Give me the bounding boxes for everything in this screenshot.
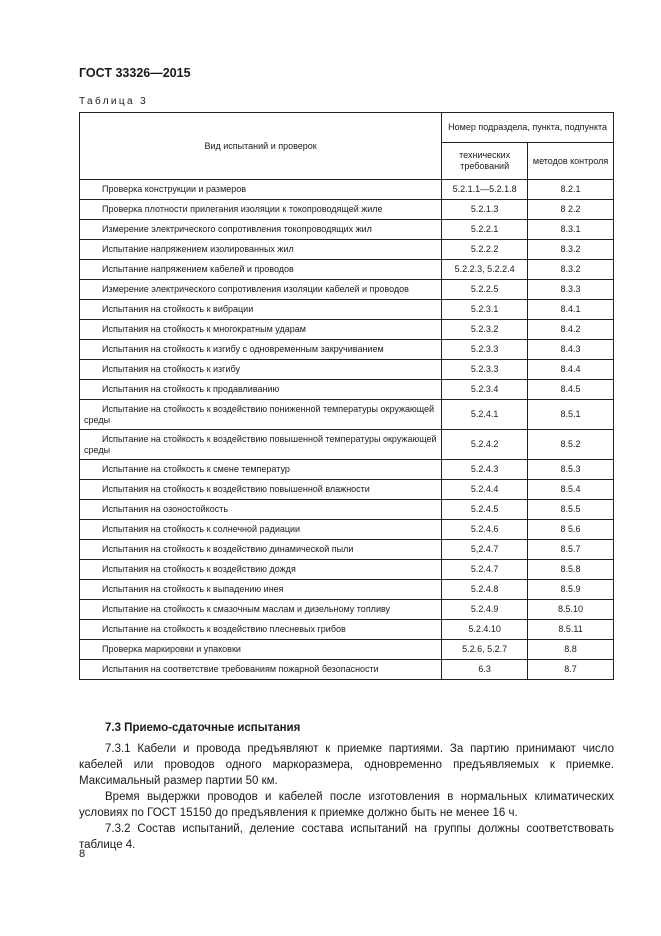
table-row — [80, 520, 614, 540]
test-name-cell: Испытание на стойкость к воздействию пониженной температуры окружающей среды — [80, 400, 442, 430]
test-name-cell: Испытания на стойкость к многократным ударам — [80, 320, 442, 340]
table-row — [80, 560, 614, 580]
test-name-cell: Испытания на стойкость к изгибу с одновременным закручиванием — [80, 340, 442, 360]
requirement-ref-cell: 5.2.2.5 — [442, 280, 528, 300]
col-group-header: Номер подраздела, пункта, подпункта — [442, 113, 614, 143]
method-ref-cell: 8.4.1 — [528, 300, 614, 320]
test-name-cell: Измерение электрического сопротивления токопроводящих жил — [80, 220, 442, 240]
requirement-ref-cell: 5,2.4.7 — [442, 540, 528, 560]
table-row — [80, 200, 614, 220]
test-name-cell: Испытания на стойкость к воздействию дождя — [80, 560, 442, 580]
table-row — [80, 640, 614, 660]
method-ref-cell: 8.4.5 — [528, 380, 614, 400]
test-name-cell: Испытания на стойкость к выпадению инея — [80, 580, 442, 600]
requirement-ref-cell: 5.2.2.1 — [442, 220, 528, 240]
requirement-ref-cell: 6.3 — [442, 660, 528, 680]
requirement-ref-cell: 5.2.4.1 — [442, 400, 528, 430]
col-req-header: технических требований — [442, 143, 528, 180]
requirement-ref-cell: 5.2.2.3, 5.2.2.4 — [442, 260, 528, 280]
test-name-cell: Испытания на стойкость к вибрации — [80, 300, 442, 320]
test-name-cell: Проверка плотности прилегания изоляции к токопроводящей жиле — [80, 200, 442, 220]
table-row — [80, 260, 614, 280]
table-row — [80, 320, 614, 340]
table-row — [80, 600, 614, 620]
method-ref-cell: 8 2.2 — [528, 200, 614, 220]
test-name-cell: Проверка маркировки и упаковки — [80, 640, 442, 660]
document-header: ГОСТ 33326—2015 — [79, 66, 191, 80]
method-ref-cell: 8.5.5 — [528, 500, 614, 520]
method-ref-cell: 8.5.1 — [528, 400, 614, 430]
test-name-cell: Испытания на стойкость к изгибу — [80, 360, 442, 380]
test-name-cell: Испытание напряжением кабелей и проводов — [80, 260, 442, 280]
method-ref-cell: 8.2.1 — [528, 180, 614, 200]
section-title: 7.3 Приемо-сдаточные испытания — [105, 722, 301, 734]
table-row — [80, 500, 614, 520]
table-row — [80, 480, 614, 500]
requirement-ref-cell: 5.2.4.2 — [442, 430, 528, 460]
page-number: 8 — [79, 848, 86, 860]
method-ref-cell: 8.4.4 — [528, 360, 614, 380]
method-ref-cell: 8.5.8 — [528, 560, 614, 580]
test-name-cell: Испытание на стойкость к смазочным маслам и дизельному топливу — [80, 600, 442, 620]
test-name-cell: Испытание напряжением изолированных жил — [80, 240, 442, 260]
method-ref-cell: 8.8 — [528, 640, 614, 660]
test-name-cell: Испытания на стойкость к солнечной радиации — [80, 520, 442, 540]
method-ref-cell: 8.5.10 — [528, 600, 614, 620]
paragraph-holding-time: Время выдержки проводов и кабелей после изготовления в нормальных климатических условиях по ГОСТ 15150 до предъявления к приемке должно быть не менее 16 ч. — [79, 791, 614, 819]
test-name-cell: Испытания на стойкость к воздействию повышенной влажности — [80, 480, 442, 500]
method-ref-cell: 8.3.1 — [528, 220, 614, 240]
paragraph-7-3-2: 7.3.2 Состав испытаний, деление состава испытаний на группы должны соответствовать таблице 4. — [79, 823, 614, 851]
table-row — [80, 340, 614, 360]
test-name-cell: Испытание на стойкость к смене температур — [80, 460, 442, 480]
method-ref-cell: 8.4.2 — [528, 320, 614, 340]
requirement-ref-cell: 5.2.4.9 — [442, 600, 528, 620]
table-row — [80, 460, 614, 480]
test-name-cell: Проверка конструкции и размеров — [80, 180, 442, 200]
requirement-ref-cell: 5.2.3.4 — [442, 380, 528, 400]
table-row — [80, 280, 614, 300]
requirement-ref-cell: 5.2.2.2 — [442, 240, 528, 260]
method-ref-cell: 8.5.4 — [528, 480, 614, 500]
col-method-header: методов контроля — [528, 143, 614, 180]
test-name-cell: Испытания на стойкость к воздействию динамической пыли — [80, 540, 442, 560]
requirement-ref-cell: 5.2.3.3 — [442, 340, 528, 360]
requirement-ref-cell: 5.2.3.3 — [442, 360, 528, 380]
requirement-ref-cell: 5.2.6, 5.2.7 — [442, 640, 528, 660]
method-ref-cell: 8.7 — [528, 660, 614, 680]
table-row — [80, 620, 614, 640]
test-name-cell: Испытания на стойкость к продавливанию — [80, 380, 442, 400]
requirement-ref-cell: 5.2.3.2 — [442, 320, 528, 340]
test-name-cell: Испытание на стойкость к воздействию плесневых грибов — [80, 620, 442, 640]
table-caption: Таблица 3 — [79, 96, 149, 107]
table-row — [80, 180, 614, 200]
paragraph-7-3-1: 7.3.1 Кабели и провода предъявляют к приемке партиями. За партию принимают число кабелей или проводов одного маркоразмера, одновременно предъявляемых к приемке. Максимальный размер партии 50 км. — [79, 743, 614, 787]
table-row — [80, 220, 614, 240]
method-ref-cell: 8 5.6 — [528, 520, 614, 540]
table-row — [80, 580, 614, 600]
method-ref-cell: 8.5.7 — [528, 540, 614, 560]
requirement-ref-cell: 5.2.4.8 — [442, 580, 528, 600]
requirement-ref-cell: 5.2.4.4 — [442, 480, 528, 500]
table-row — [80, 380, 614, 400]
method-ref-cell: 8.3.3 — [528, 280, 614, 300]
tests-table — [79, 112, 614, 680]
requirement-ref-cell: 5.2.4.3 — [442, 460, 528, 480]
requirement-ref-cell: 5.2.4.5 — [442, 500, 528, 520]
requirement-ref-cell: 5.2.3.1 — [442, 300, 528, 320]
test-name-cell: Испытания на соответствие требованиям пожарной безопасности — [80, 660, 442, 680]
method-ref-cell: 8.3.2 — [528, 260, 614, 280]
method-ref-cell: 8.3.2 — [528, 240, 614, 260]
table-row — [80, 300, 614, 320]
requirement-ref-cell: 5.2.4.6 — [442, 520, 528, 540]
col-name-header: Вид испытаний и проверок — [80, 113, 442, 180]
method-ref-cell: 8.5.11 — [528, 620, 614, 640]
table-row — [80, 430, 614, 460]
method-ref-cell: 8.5.9 — [528, 580, 614, 600]
requirement-ref-cell: 5.2.1.1—5.2.1.8 — [442, 180, 528, 200]
table-row — [80, 540, 614, 560]
test-name-cell: Испытания на озоностойкость — [80, 500, 442, 520]
method-ref-cell: 8.5.3 — [528, 460, 614, 480]
table-row — [80, 660, 614, 680]
method-ref-cell: 8.5.2 — [528, 430, 614, 460]
test-name-cell: Измерение электрического сопротивления изоляции кабелей и проводов — [80, 280, 442, 300]
table-row — [80, 400, 614, 430]
method-ref-cell: 8.4.3 — [528, 340, 614, 360]
test-name-cell: Испытание на стойкость к воздействию повышенной температуры окружающей среды — [80, 430, 442, 460]
table-row — [80, 240, 614, 260]
requirement-ref-cell: 5.2.1.3 — [442, 200, 528, 220]
requirement-ref-cell: 5.2.4.10 — [442, 620, 528, 640]
table-row — [80, 360, 614, 380]
requirement-ref-cell: 5.2.4.7 — [442, 560, 528, 580]
